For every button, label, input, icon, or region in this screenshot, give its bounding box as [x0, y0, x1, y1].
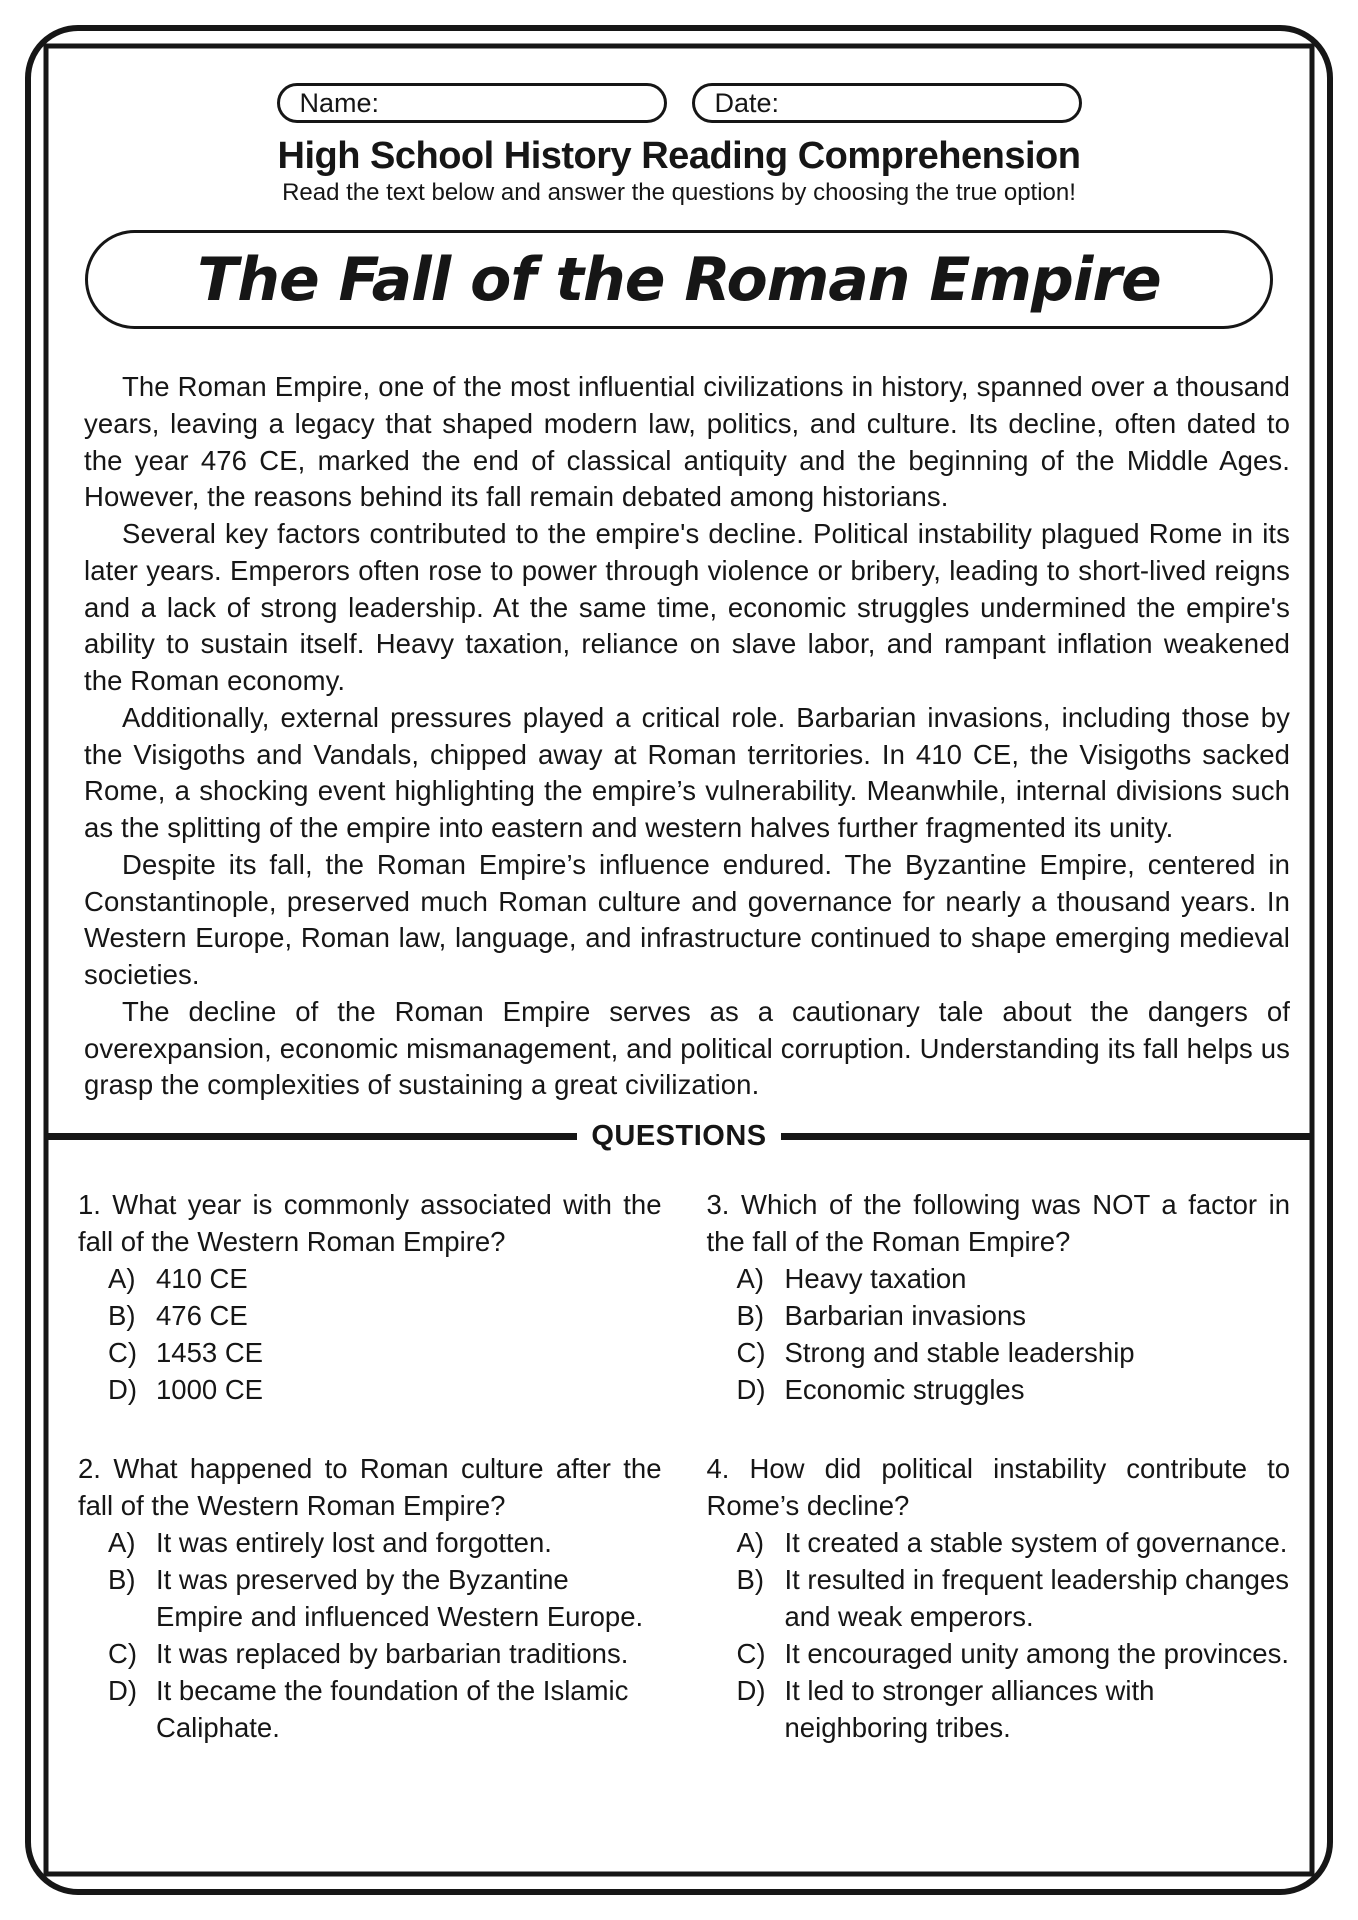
answer-option[interactable] [78, 1334, 662, 1371]
question-2 [78, 1450, 662, 1746]
option-text: Heavy taxation [784, 1263, 967, 1294]
option-marker: C) [736, 1337, 766, 1368]
option-text: Barbarian invasions [784, 1300, 1027, 1331]
answer-option[interactable] [707, 1635, 1291, 1672]
name-field[interactable] [277, 83, 667, 123]
answer-option[interactable] [707, 1297, 1291, 1334]
options-list [78, 1260, 662, 1408]
options-list [707, 1260, 1291, 1408]
divider-line-right [781, 1133, 1310, 1140]
option-text: It resulted in frequent leadership changes and weak emperors. [784, 1564, 1289, 1632]
option-text: 476 CE [156, 1300, 248, 1331]
option-marker: A) [108, 1527, 136, 1558]
option-text: It was replaced by barbarian traditions. [156, 1638, 629, 1669]
question-3 [707, 1186, 1291, 1408]
date-label: Date: [714, 87, 780, 118]
option-marker: D) [108, 1374, 138, 1405]
answer-option[interactable] [707, 1260, 1291, 1297]
option-marker: B) [736, 1300, 764, 1331]
passage-paragraph: The Roman Empire, one of the most influential civilizations in history, spanned over a thousand years, leaving a legacy that shaped modern law, politics, and culture. Its decline, often dated to the year 476 CE, marked the end of classical antiquity and the beginning of the Middle Ages. However, the reasons behind its fall remain debated among historians. [84, 371, 1290, 513]
date-field[interactable] [692, 83, 1082, 123]
passage-paragraph: Additionally, external pressures played a critical role. Barbarian invasions, including those by the Visigoths and Vandals, chipped away at Roman territories. In 410 CE, the Visigoths sacked Rome, a shocking event highlighting the empire’s vulnerability. Meanwhile, internal divisions such as the splitting of the empire into eastern and western halves further fragmented its unity. [84, 701, 1290, 843]
passage-title-banner [85, 230, 1273, 329]
answer-option[interactable] [707, 1334, 1291, 1371]
answer-option[interactable] [707, 1672, 1291, 1746]
answer-option[interactable] [707, 1371, 1291, 1408]
question-text [78, 1186, 662, 1260]
question-4 [707, 1450, 1291, 1746]
worksheet-title: High School History Reading Comprehension [277, 135, 1081, 177]
question-prompt: How did political instability contribute to Rome’s decline? [706, 1453, 1291, 1521]
passage-paragraph: The decline of the Roman Empire serves as a cautionary tale about the dangers of overexpansion, economic mismanagement, and political corruption. Understanding its fall helps us grasp the complexities of sustaining a great civilization. [84, 995, 1290, 1101]
question-number: 2. [78, 1453, 101, 1484]
questions-grid [78, 1186, 1290, 1746]
option-marker: D) [108, 1675, 138, 1706]
reading-passage [84, 369, 1290, 1104]
option-text: 1453 CE [156, 1337, 264, 1368]
option-marker: B) [108, 1300, 136, 1331]
option-text: Economic struggles [784, 1374, 1025, 1405]
questions-divider-label: QUESTIONS [591, 1119, 767, 1152]
option-marker: B) [108, 1564, 136, 1595]
question-number: 1. [78, 1189, 101, 1220]
options-list [78, 1524, 662, 1746]
answer-option[interactable] [78, 1672, 662, 1746]
option-text: It created a stable system of governance. [784, 1527, 1288, 1558]
divider-line-left [48, 1133, 577, 1140]
option-marker: C) [108, 1638, 138, 1669]
answer-option[interactable] [707, 1561, 1291, 1635]
option-text: It led to stronger alliances with neighboring tribes. [784, 1675, 1155, 1743]
question-text [707, 1450, 1291, 1524]
option-text: Strong and stable leadership [784, 1337, 1135, 1368]
option-marker: D) [736, 1675, 766, 1706]
option-text: 410 CE [156, 1263, 248, 1294]
question-prompt: What year is commonly associated with the fall of the Western Roman Empire? [78, 1189, 662, 1257]
option-marker: B) [736, 1564, 764, 1595]
option-text: It became the foundation of the Islamic Caliphate. [156, 1675, 629, 1743]
answer-option[interactable] [78, 1561, 662, 1635]
option-text: It encouraged unity among the provinces. [784, 1638, 1289, 1669]
option-text: It was entirely lost and forgotten. [156, 1527, 552, 1558]
option-marker: A) [108, 1263, 136, 1294]
options-list [707, 1524, 1291, 1746]
header-fields-row [0, 0, 1358, 123]
questions-divider [48, 1116, 1310, 1156]
option-text: It was preserved by the Byzantine Empire and influenced Western Europe. [156, 1564, 644, 1632]
option-marker: A) [736, 1527, 764, 1558]
question-prompt: Which of the following was NOT a factor in the fall of the Roman Empire? [706, 1189, 1290, 1257]
question-text [707, 1186, 1291, 1260]
passage-title: The Fall of the Roman Empire [197, 244, 1161, 315]
answer-option[interactable] [78, 1635, 662, 1672]
question-prompt: What happened to Roman culture after the fall of the Western Roman Empire? [78, 1453, 662, 1521]
option-marker: D) [736, 1374, 766, 1405]
answer-option[interactable] [707, 1524, 1291, 1561]
option-marker: C) [108, 1337, 138, 1368]
answer-option[interactable] [78, 1371, 662, 1408]
answer-option[interactable] [78, 1524, 662, 1561]
answer-option[interactable] [78, 1297, 662, 1334]
passage-paragraph: Several key factors contributed to the empire's decline. Political instability plagued Rome in its later years. Emperors often rose to power through violence or bribery, leading to short-lived reigns and a lack of strong leadership. At the same time, economic struggles undermined the empire's ability to sustain itself. Heavy taxation, reliance on slave labor, and rampant inflation weakened the Roman economy. [84, 518, 1290, 696]
worksheet-instructions: Read the text below and answer the questions by choosing the true option! [282, 179, 1076, 206]
option-marker: A) [736, 1263, 764, 1294]
option-marker: C) [736, 1638, 766, 1669]
option-text: 1000 CE [156, 1374, 264, 1405]
question-1 [78, 1186, 662, 1408]
name-label: Name: [299, 87, 380, 118]
passage-paragraph: Despite its fall, the Roman Empire’s influence endured. The Byzantine Empire, centered in Constantinople, preserved much Roman culture and governance for nearly a thousand years. In Western Europe, Roman law, language, and infrastructure continued to shape emerging medieval societies. [84, 848, 1290, 990]
question-number: 3. [706, 1189, 730, 1220]
question-text [78, 1450, 662, 1524]
question-number: 4. [706, 1453, 730, 1484]
answer-option[interactable] [78, 1260, 662, 1297]
